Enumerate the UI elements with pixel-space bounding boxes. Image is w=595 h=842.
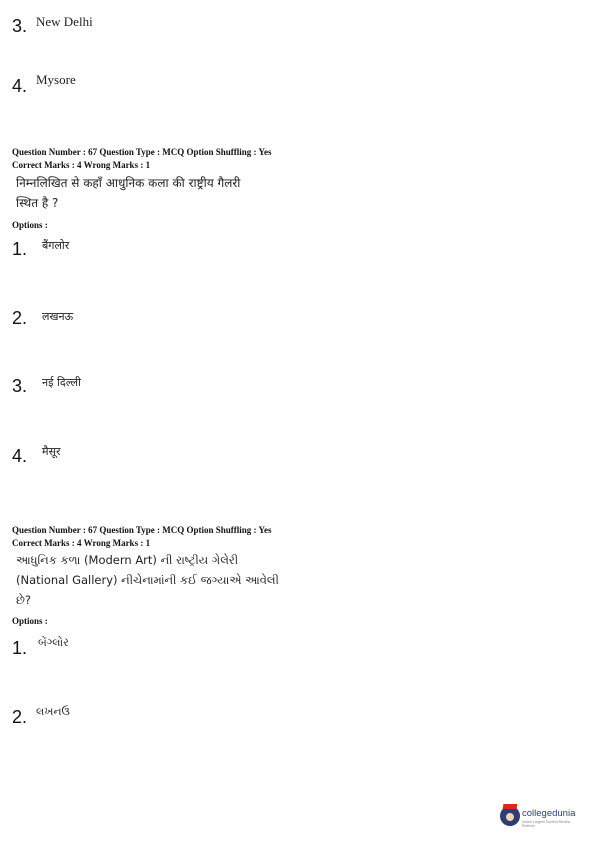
question-meta: Question Number : 67 Question Type : MCQ Option Shuffling : Yes (12, 147, 272, 157)
option-number: 3. (12, 376, 28, 396)
marks-meta: Correct Marks : 4 Wrong Marks : 1 (12, 160, 151, 170)
options-label: Options : (12, 616, 48, 626)
question-meta: Question Number : 67 Question Type : MCQ Option Shuffling : Yes (12, 525, 272, 535)
option-text: मैसूर (42, 445, 61, 458)
marks-meta: Correct Marks : 4 Wrong Marks : 1 (12, 538, 151, 548)
options-label: Options : (12, 220, 48, 230)
question-text: (National Gallery) નીચેનામાંની કઈ જગ્યાએ આવેલી (16, 573, 279, 587)
option-number: 4. (12, 446, 28, 466)
option-text: બેંગ્લોર (38, 636, 69, 649)
question-text: છે? (16, 593, 31, 607)
option-number: 3. (12, 16, 28, 36)
option-text: लखनऊ (42, 310, 74, 323)
mascot-icon (500, 806, 520, 826)
collegedunia-logo (500, 806, 582, 830)
option-number: 1. (12, 638, 28, 658)
logo-name: collegedunia (522, 808, 576, 819)
question-text: આધુનિક કળા (Modern Art) ની રાષ્ટ્રીય ગેલેરી (16, 553, 239, 567)
option-text: बैंगलोर (42, 239, 70, 252)
option-number: 2. (12, 308, 28, 328)
option-text: લખનઉ (36, 705, 70, 718)
question-text: निम्नलिखित से कहाँ आधुनिक कला की राष्ट्रीय गैलरी (16, 176, 241, 190)
question-text: स्थित है ? (16, 196, 59, 210)
logo-tagline: India's Largest Student Review Platform (522, 820, 571, 828)
option-text: Mysore (36, 72, 76, 87)
option-number: 1. (12, 239, 28, 259)
option-number: 2. (12, 707, 28, 727)
option-number: 4. (12, 76, 28, 96)
option-text: नई दिल्ली (42, 376, 81, 389)
option-text: New Delhi (36, 14, 93, 29)
